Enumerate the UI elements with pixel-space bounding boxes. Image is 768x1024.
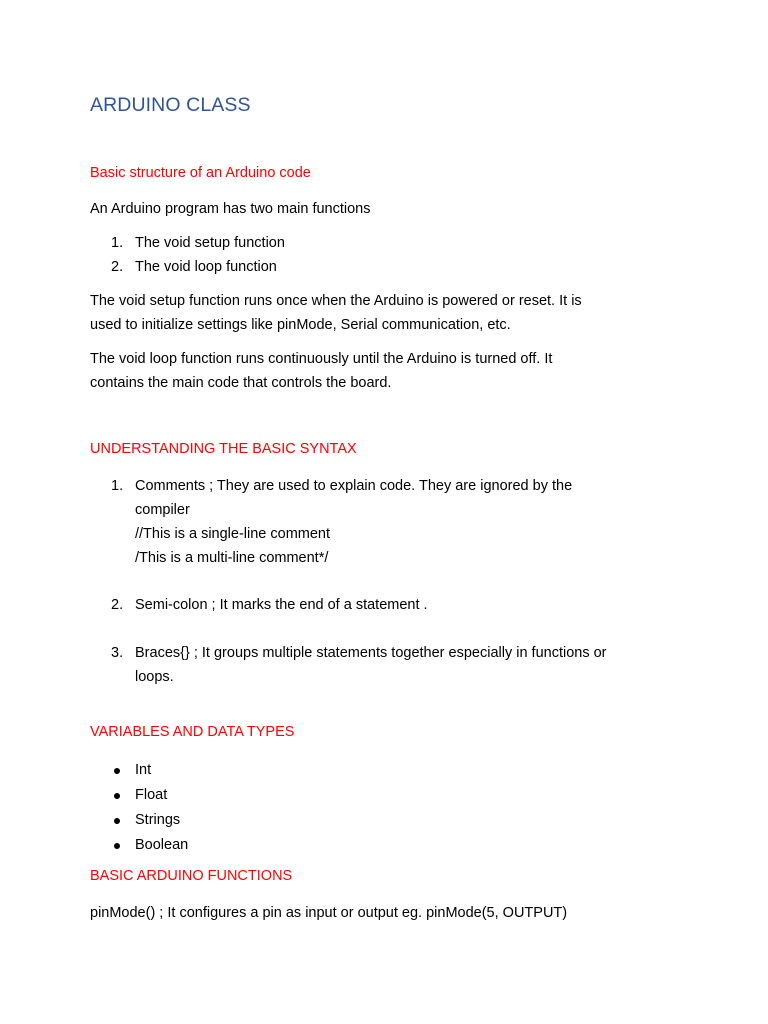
list-item-text: The void setup function — [135, 235, 285, 251]
paragraph-line: The void setup function runs once when the Arduino is powered or reset. It is — [90, 293, 582, 309]
list-item-text: Float — [135, 787, 168, 803]
list-item — [90, 833, 675, 858]
syntax-list-2 — [90, 593, 675, 617]
list-item-text: Int — [135, 762, 152, 778]
pinmode-paragraph: pinMode() ; It configures a pin as input or output eg. pinMode(5, OUTPUT) — [90, 905, 568, 921]
list-marker: 2. — [111, 597, 124, 613]
list-marker: 1. — [111, 478, 124, 494]
code-comment-example: //This is a single-line comment — [135, 526, 331, 542]
list-item — [90, 255, 675, 279]
list-item — [90, 593, 675, 617]
list-item-text: Strings — [135, 812, 181, 828]
loop-paragraph — [90, 347, 650, 395]
list-item — [90, 474, 675, 570]
list-item — [90, 641, 675, 689]
list-marker: 2. — [111, 259, 124, 275]
intro-paragraph: An Arduino program has two main functions — [90, 201, 371, 217]
paragraph-line: The void loop function runs continuously until the Arduino is turned off. It — [90, 351, 553, 367]
list-item-text: Boolean — [135, 837, 189, 853]
syntax-list-3 — [90, 641, 675, 689]
list-item — [90, 808, 675, 833]
list-item-text: Braces{} ; It groups multiple statements together especially in functions or — [135, 645, 607, 661]
bullet-icon — [114, 793, 120, 799]
list-item-text: Comments ; They are used to explain code. They are ignored by the — [135, 478, 573, 494]
bullet-icon — [114, 768, 120, 774]
section-heading-basic-structure: Basic structure of an Arduino code — [90, 165, 311, 181]
section-heading-functions: BASIC ARDUINO FUNCTIONS — [90, 868, 293, 884]
list-item-text: loops. — [135, 669, 174, 685]
list-item — [90, 783, 675, 808]
section-heading-basic-syntax: UNDERSTANDING THE BASIC SYNTAX — [90, 441, 357, 457]
list-item-text: compiler — [135, 502, 190, 518]
document-title: ARDUINO CLASS — [90, 94, 251, 116]
paragraph-line: used to initialize settings like pinMode, Serial communication, etc. — [90, 317, 511, 333]
bullet-icon — [114, 843, 120, 849]
syntax-list — [90, 474, 675, 570]
data-types-list — [90, 758, 675, 858]
list-item — [90, 758, 675, 783]
bullet-icon — [114, 818, 120, 824]
list-item-text: The void loop function — [135, 259, 277, 275]
list-marker: 1. — [111, 235, 124, 251]
section-heading-variables: VARIABLES AND DATA TYPES — [90, 724, 295, 740]
list-item — [90, 231, 675, 255]
code-comment-example: /This is a multi-line comment*/ — [135, 550, 329, 566]
paragraph-line: contains the main code that controls the board. — [90, 375, 392, 391]
list-marker: 3. — [111, 645, 124, 661]
setup-paragraph — [90, 289, 650, 337]
functions-list — [90, 231, 675, 279]
list-item-text: Semi-colon ; It marks the end of a statement . — [135, 597, 428, 613]
